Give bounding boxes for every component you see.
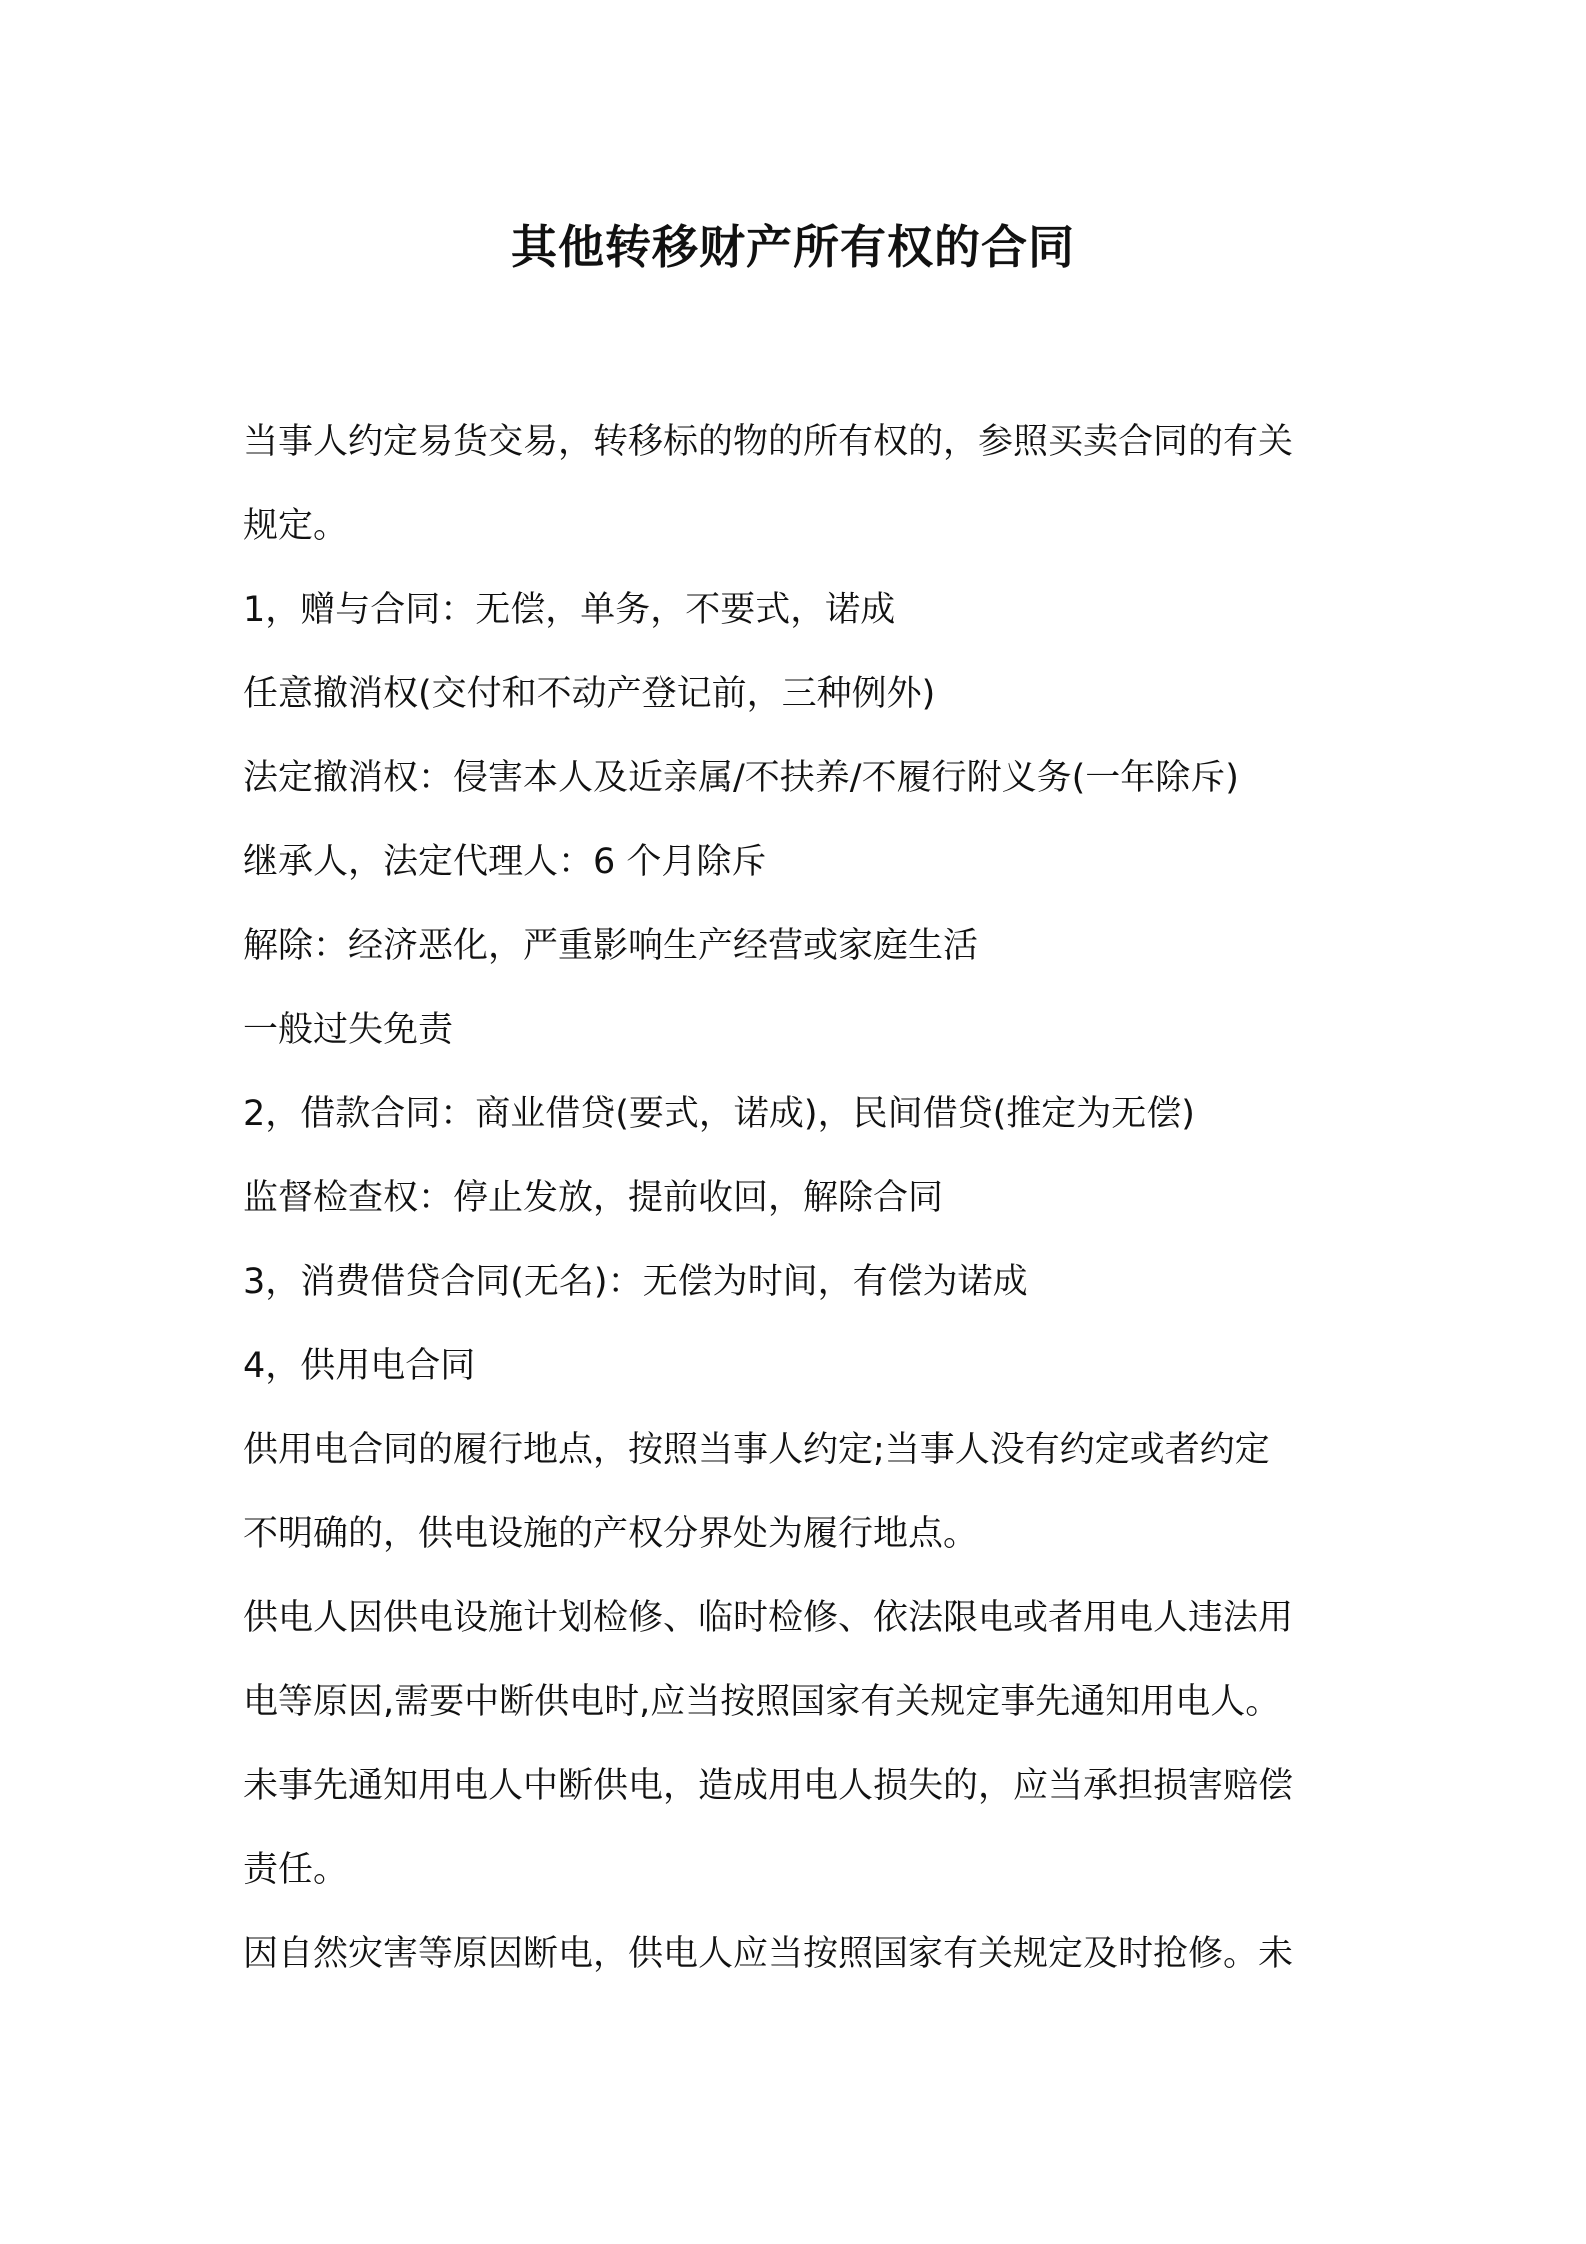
body-line: 供用电合同的履行地点，按照当事人约定;当事人没有约定或者约定: [243, 1430, 1270, 1470]
body-line: 任意撤消权(交付和不动产登记前，三种例外): [243, 674, 936, 714]
body-line: 责任。: [243, 1850, 349, 1890]
body-line: 继承人，法定代理人：6 个月除斥: [243, 842, 767, 882]
body-line: 2，借款合同：商业借贷(要式，诺成)，民间借贷(推定为无偿): [243, 1094, 1195, 1134]
body-line: 一般过失免责: [243, 1010, 454, 1050]
body-line: 供电人因供电设施计划检修、临时检修、依法限电或者用电人违法用: [243, 1598, 1294, 1638]
body-line: 1，赠与合同：无偿，单务，不要式，诺成: [243, 590, 896, 630]
body-line: 未事先通知用电人中断供电，造成用电人损失的，应当承担损害赔偿: [243, 1766, 1294, 1806]
body-line: 电等原因,需要中断供电时,应当按照国家有关规定事先通知用电人。: [243, 1682, 1281, 1722]
body-line: 3，消费借贷合同(无名)：无偿为时间，有偿为诺成: [243, 1262, 1028, 1302]
body-line: 监督检查权：停止发放，提前收回，解除合同: [243, 1178, 944, 1218]
body-line: 不明确的，供电设施的产权分界处为履行地点。: [243, 1514, 979, 1554]
body-line: 规定。: [243, 506, 349, 546]
body-line: 当事人约定易货交易，转移标的物的所有权的，参照买卖合同的有关: [243, 422, 1294, 462]
document-body: [243, 400, 1363, 1996]
body-line: 解除：经济恶化，严重影响生产经营或家庭生活: [243, 926, 979, 966]
body-line: 法定撤消权：侵害本人及近亲属/不扶养/不履行附义务(一年除斥): [243, 758, 1239, 798]
body-line: 因自然灾害等原因断电，供电人应当按照国家有关规定及时抢修。未: [243, 1934, 1294, 1974]
document-title: 其他转移财产所有权的合同: [511, 220, 1075, 274]
body-line: 4，供用电合同: [243, 1346, 476, 1386]
